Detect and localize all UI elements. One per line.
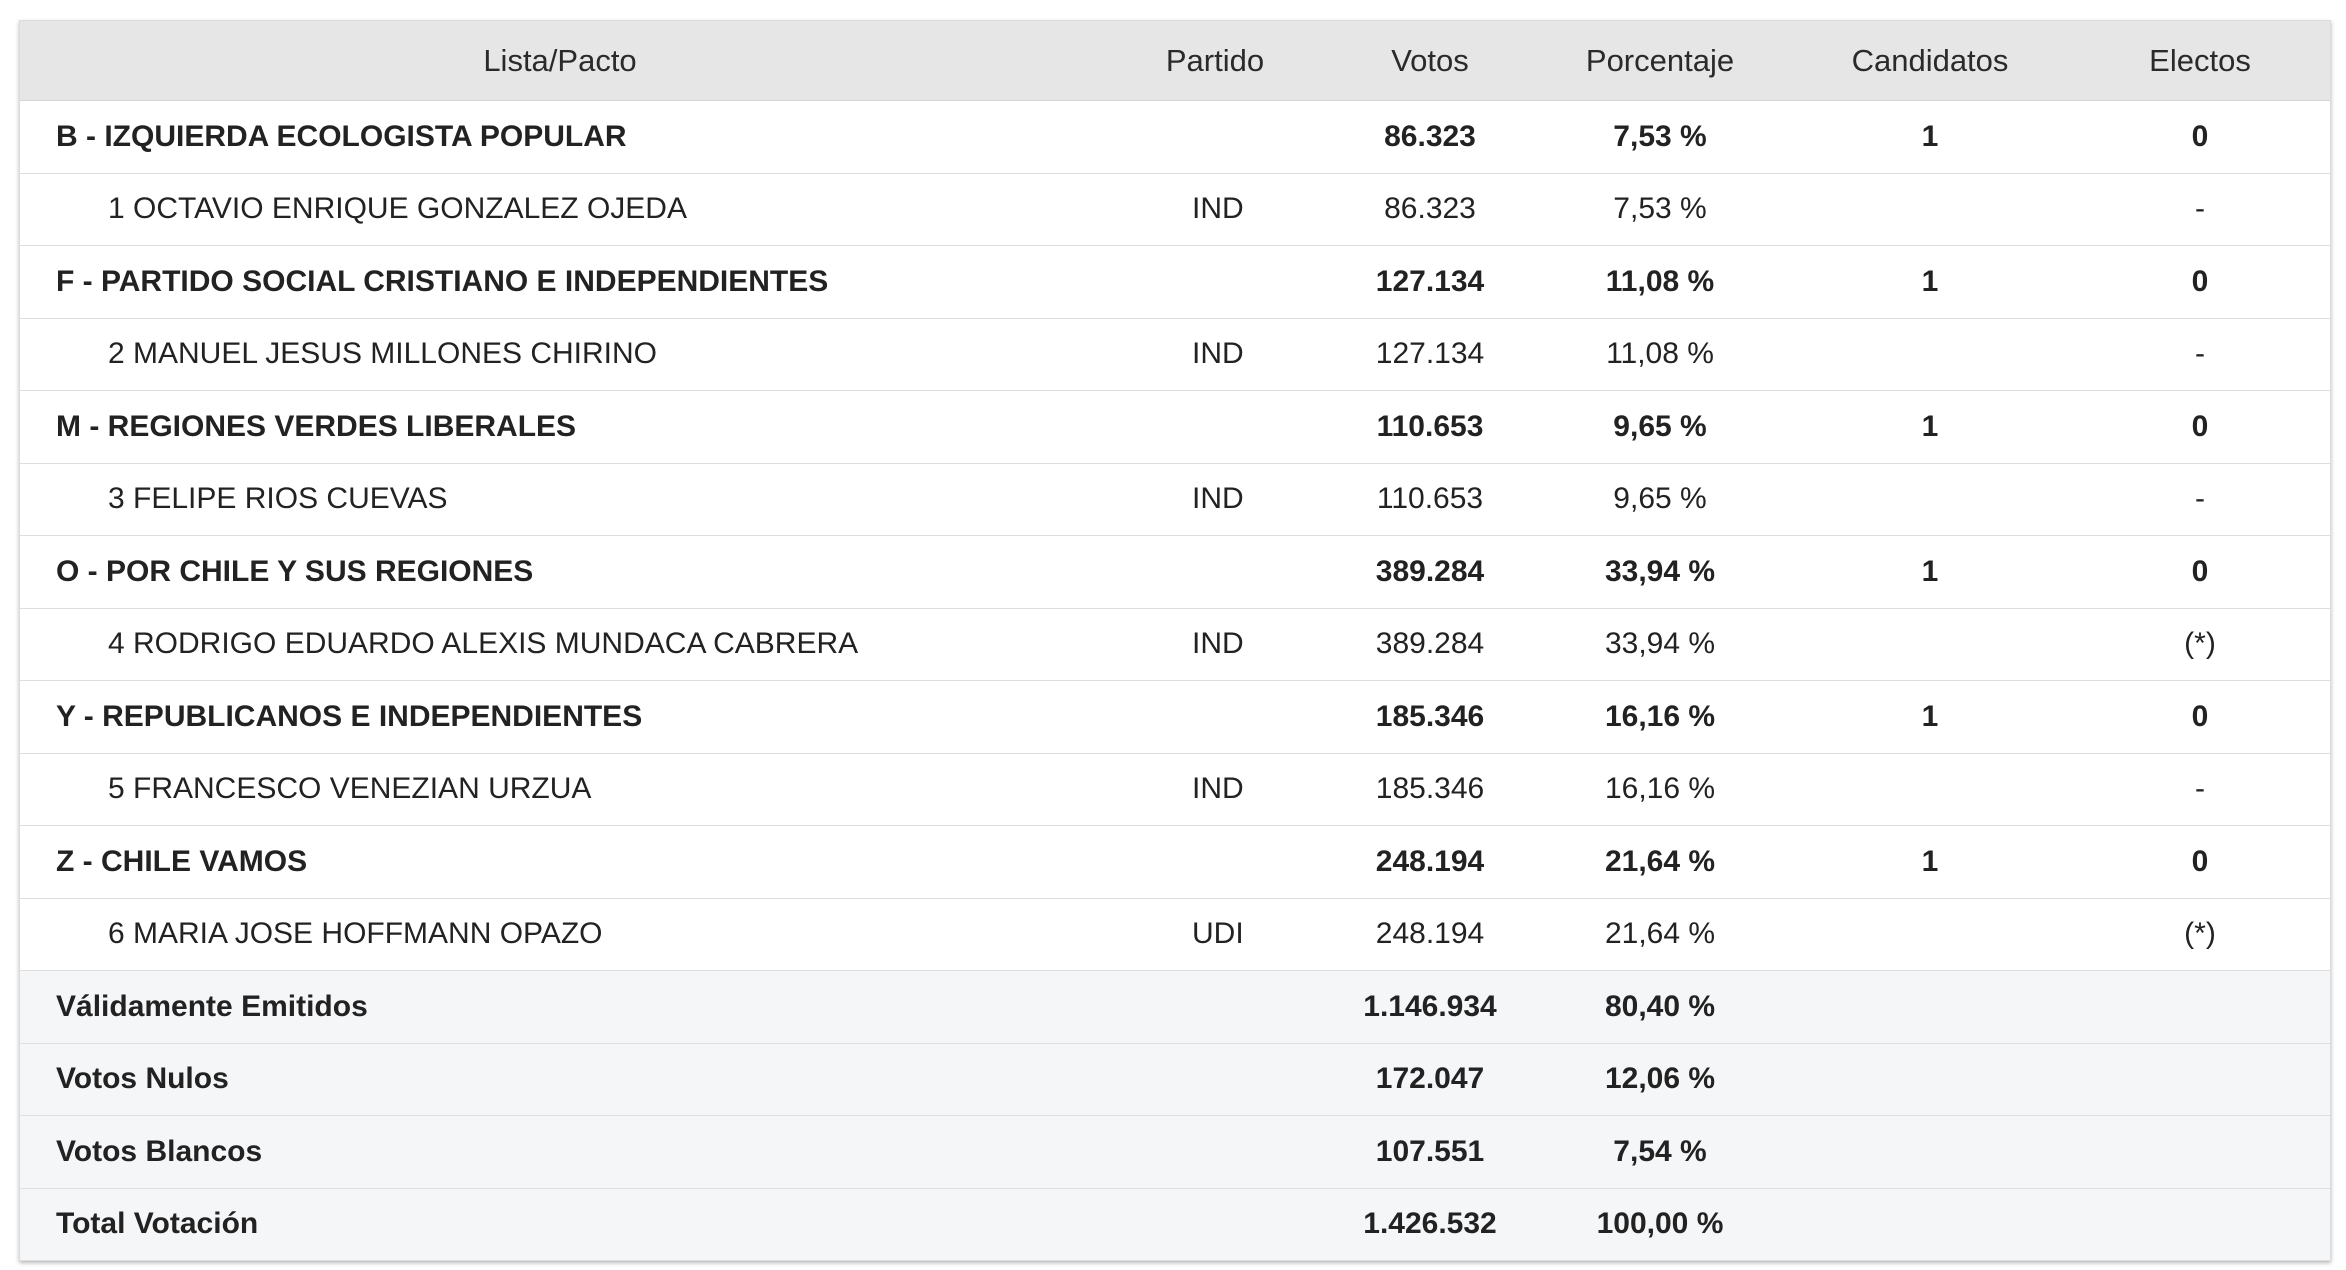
pact-row — [20, 101, 2330, 174]
percentage-cell: 33,94 % — [1530, 608, 1790, 681]
candidates-cell: 1 — [1790, 391, 2070, 464]
elected-cell: (*) — [2070, 608, 2330, 681]
candidate-row — [20, 608, 2330, 681]
header-lista-pacto: Lista/Pacto — [20, 21, 1100, 101]
percentage-cell: 100,00 % — [1530, 1188, 1790, 1260]
party-cell — [1100, 1043, 1330, 1116]
party-cell — [1100, 1116, 1330, 1189]
votes-cell: 389.284 — [1330, 608, 1530, 681]
name-cell: Y - REPUBLICANOS E INDEPENDIENTES — [20, 681, 1100, 754]
name-cell: B - IZQUIERDA ECOLOGISTA POPULAR — [56, 119, 627, 153]
name-cell: 4 RODRIGO EDUARDO ALEXIS MUNDACA CABRERA — [20, 608, 1100, 681]
results-table-container — [19, 20, 2331, 1261]
name-cell: 5 FRANCESCO VENEZIAN URZUA — [20, 753, 1100, 826]
candidates-cell: 1 — [1921, 119, 1939, 153]
votes-cell: 185.346 — [1330, 681, 1530, 754]
candidates-cell: 1 — [1790, 826, 2070, 899]
percentage-cell: 7,54 % — [1530, 1116, 1790, 1189]
name-cell: 1 OCTAVIO ENRIQUE GONZALEZ OJEDA — [20, 173, 1100, 246]
party-cell — [1100, 246, 1330, 319]
elected-cell: (*) — [2070, 898, 2330, 971]
pact-row — [20, 681, 2330, 754]
percentage-cell: 7,53 % — [1613, 119, 1707, 153]
elected-cell: 0 — [2070, 826, 2330, 899]
elected-cell — [2070, 1188, 2330, 1260]
percentage-cell: 12,06 % — [1530, 1043, 1790, 1116]
elected-cell: 0 — [2070, 681, 2330, 754]
candidate-row — [20, 173, 2330, 246]
summary-row — [20, 1043, 2330, 1116]
percentage-cell: 80,40 % — [1530, 971, 1790, 1044]
candidates-cell: 1 — [1790, 536, 2070, 609]
percentage-cell: 21,64 % — [1530, 826, 1790, 899]
percentage-cell: 9,65 % — [1530, 391, 1790, 464]
party-cell: IND — [1100, 608, 1330, 681]
name-cell: Votos Blancos — [20, 1116, 1100, 1189]
name-cell: 2 MANUEL JESUS MILLONES CHIRINO — [20, 318, 1100, 391]
name-cell: Total Votación — [20, 1188, 1100, 1260]
party-cell: UDI — [1100, 898, 1330, 971]
party-cell — [1100, 391, 1330, 464]
elected-cell: - — [2070, 753, 2330, 826]
candidates-cell — [1790, 1116, 2070, 1189]
votes-cell: 172.047 — [1330, 1043, 1530, 1116]
party-cell — [1100, 681, 1330, 754]
candidates-cell — [1790, 463, 2070, 536]
elected-cell: 0 — [2070, 246, 2330, 319]
percentage-cell: 11,08 % — [1530, 246, 1790, 319]
summary-row — [20, 1116, 2330, 1189]
summary-row — [20, 971, 2330, 1044]
percentage-cell: 33,94 % — [1530, 536, 1790, 609]
percentage-cell: 16,16 % — [1530, 753, 1790, 826]
name-cell: Votos Nulos — [20, 1043, 1100, 1116]
candidates-cell — [1790, 971, 2070, 1044]
header-electos: Electos — [2070, 21, 2330, 101]
votes-cell: 107.551 — [1330, 1116, 1530, 1189]
party-cell — [1100, 1188, 1330, 1260]
party-cell — [1100, 826, 1330, 899]
percentage-cell: 7,53 % — [1530, 173, 1790, 246]
elected-cell: 0 — [2191, 119, 2209, 153]
percentage-cell: 9,65 % — [1530, 463, 1790, 536]
votes-cell: 1.146.934 — [1330, 971, 1530, 1044]
candidates-cell — [1790, 318, 2070, 391]
votes-cell: 86.323 — [1330, 173, 1530, 246]
votes-cell: 110.653 — [1330, 463, 1530, 536]
name-cell: 3 FELIPE RIOS CUEVAS — [20, 463, 1100, 536]
votes-cell: 248.194 — [1330, 826, 1530, 899]
elected-cell — [2070, 971, 2330, 1044]
name-cell: Válidamente Emitidos — [20, 971, 1100, 1044]
header-porcentaje: Porcentaje — [1530, 21, 1790, 101]
candidates-cell — [1790, 1043, 2070, 1116]
elected-cell — [2070, 1116, 2330, 1189]
votes-cell: 185.346 — [1330, 753, 1530, 826]
votes-cell: 110.653 — [1330, 391, 1530, 464]
votes-cell: 127.134 — [1330, 246, 1530, 319]
percentage-cell: 21,64 % — [1530, 898, 1790, 971]
candidates-cell — [1790, 898, 2070, 971]
party-cell — [1100, 536, 1330, 609]
pact-row — [20, 391, 2330, 464]
candidate-row — [20, 318, 2330, 391]
name-cell: F - PARTIDO SOCIAL CRISTIANO E INDEPENDIENTES — [20, 246, 1100, 319]
candidate-row — [20, 463, 2330, 536]
percentage-cell: 16,16 % — [1530, 681, 1790, 754]
header-votos: Votos — [1330, 21, 1530, 101]
party-cell — [1100, 101, 1330, 174]
elected-cell — [2070, 1043, 2330, 1116]
votes-cell: 127.134 — [1330, 318, 1530, 391]
party-cell: IND — [1100, 753, 1330, 826]
header-partido: Partido — [1100, 21, 1330, 101]
votes-cell: 248.194 — [1330, 898, 1530, 971]
pact-row — [20, 826, 2330, 899]
candidates-cell — [1790, 753, 2070, 826]
elected-cell: 0 — [2070, 391, 2330, 464]
candidates-cell — [1790, 173, 2070, 246]
party-cell: IND — [1100, 318, 1330, 391]
candidates-cell — [1790, 608, 2070, 681]
results-table — [20, 21, 2330, 1260]
summary-row — [20, 1188, 2330, 1260]
party-cell: IND — [1100, 173, 1330, 246]
party-cell: IND — [1100, 463, 1330, 536]
header-candidatos: Candidatos — [1790, 21, 2070, 101]
candidate-row — [20, 753, 2330, 826]
percentage-cell: 11,08 % — [1530, 318, 1790, 391]
party-cell — [1100, 971, 1330, 1044]
votes-cell: 86.323 — [1384, 119, 1476, 153]
name-cell: 6 MARIA JOSE HOFFMANN OPAZO — [20, 898, 1100, 971]
votes-cell: 1.426.532 — [1330, 1188, 1530, 1260]
name-cell: Z - CHILE VAMOS — [20, 826, 1100, 899]
name-cell: M - REGIONES VERDES LIBERALES — [20, 391, 1100, 464]
pact-row — [20, 246, 2330, 319]
votes-cell: 389.284 — [1330, 536, 1530, 609]
elected-cell: 0 — [2070, 536, 2330, 609]
elected-cell: - — [2070, 173, 2330, 246]
pact-row — [20, 536, 2330, 609]
table-header-row — [20, 21, 2330, 101]
candidates-cell — [1790, 1188, 2070, 1260]
candidates-cell: 1 — [1790, 246, 2070, 319]
elected-cell: - — [2070, 318, 2330, 391]
name-cell: O - POR CHILE Y SUS REGIONES — [20, 536, 1100, 609]
elected-cell: - — [2070, 463, 2330, 536]
candidate-row — [20, 898, 2330, 971]
results-table-body — [20, 101, 2330, 1261]
candidates-cell: 1 — [1790, 681, 2070, 754]
